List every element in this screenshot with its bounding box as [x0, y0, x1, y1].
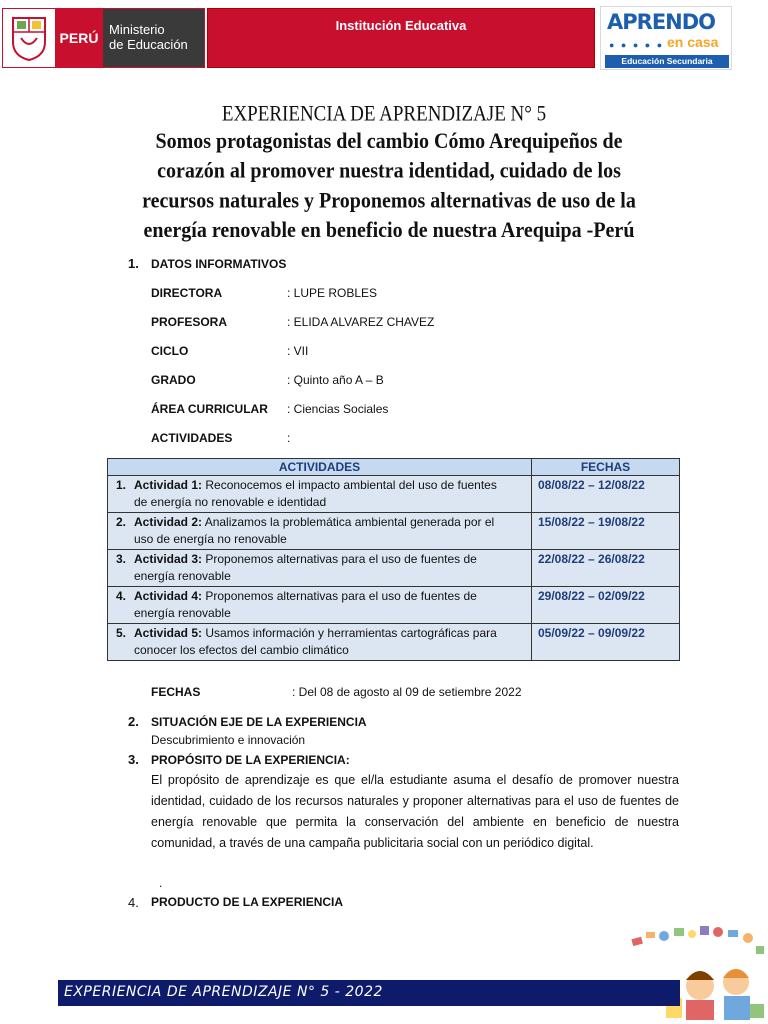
peru-label: PERÚ [55, 9, 103, 67]
activity-desc-2: uso de energía no renovable [134, 532, 287, 546]
activities-table [107, 458, 680, 661]
actividades-value: : [287, 431, 291, 445]
profesora-value: : ELIDA ALVAREZ CHAVEZ [287, 315, 435, 329]
ministerio-label [103, 9, 204, 67]
table-row [108, 550, 680, 587]
activity-cell [108, 476, 532, 513]
aprendo-en-casa-logo [600, 6, 732, 70]
table-row [108, 624, 680, 661]
activity-desc-2: conocer los efectos del cambio climático [134, 643, 349, 657]
grado-value: : Quinto año A – B [287, 373, 384, 387]
aprendo-dots-icon: ● ● ● ● ● [609, 40, 665, 50]
actividades-label: ACTIVIDADES [151, 431, 233, 445]
aprendo-title: APRENDO [607, 10, 716, 34]
activity-desc-2: energía renovable [134, 606, 231, 620]
page-header [0, 0, 768, 78]
experience-title: EXPERIENCIA DE APRENDIZAJE N° 5 [221, 102, 547, 127]
page-footer [58, 980, 680, 1006]
fechas-label: FECHAS [151, 685, 201, 699]
institucion-label: Institución Educativa [335, 18, 467, 33]
proposito-text: El propósito de aprendizaje es que el/la estudiante asuma el desafío de promover nuestra identidad, cuidado de los recursos naturales y proponer alternativas para el uso de fuentes de energía renovable que permita la conservación del ambiente en beneficio de nuestra comunidad, a través de una campaña publicitaria social con un periódico digital. [151, 773, 679, 850]
proposito-heading: PROPÓSITO DE LA EXPERIENCIA: [151, 753, 350, 767]
section-number-4: 4. [128, 895, 139, 910]
table-header-row [108, 459, 680, 476]
header-actividades: ACTIVIDADES [108, 459, 532, 476]
activity-name: Actividad 5: [134, 626, 203, 640]
activity-index: 3. [116, 552, 127, 566]
peru-coat-of-arms-icon [3, 9, 55, 67]
activity-cell [108, 624, 532, 661]
table-row [108, 476, 680, 513]
activity-name: Actividad 1: [134, 478, 203, 492]
activity-desc-2: de energía no renovable e identidad [134, 495, 327, 509]
activity-index: 1. [116, 478, 127, 492]
section-number-3: 3. [128, 752, 139, 767]
ciclo-label: CICLO [151, 344, 189, 358]
minedu-logo [2, 8, 205, 68]
ministerio-line-1: Ministerio [109, 22, 165, 37]
grado-label: GRADO [151, 373, 196, 387]
experience-subtitle: Somos protagonistas del cambio Cómo Arequipeños de corazón al promover nuestra identidad, cuidado de los recursos naturales y Proponemos alternativas de uso de la energía renovable en beneficio de nuestra Arequipa -Perú [142, 129, 636, 243]
section-number-2: 2. [128, 714, 139, 729]
activity-name: Actividad 4: [134, 589, 203, 603]
activity-date: 29/08/22 – 02/09/22 [532, 587, 680, 624]
footer-text: EXPERIENCIA DE APRENDIZAJE N° 5 - 2022 [64, 984, 383, 1000]
ministerio-line-2: de Educación [109, 37, 188, 52]
directora-label: DIRECTORA [151, 286, 223, 300]
header-fechas: FECHAS [532, 459, 680, 476]
profesora-label: PROFESORA [151, 315, 228, 329]
activity-name: Actividad 2: [134, 515, 203, 529]
area-label: ÁREA CURRICULAR [151, 402, 268, 416]
activity-date: 05/09/22 – 09/09/22 [532, 624, 680, 661]
ciclo-value: : VII [287, 344, 309, 358]
activity-name: Actividad 3: [134, 552, 203, 566]
producto-heading: PRODUCTO DE LA EXPERIENCIA [151, 895, 344, 909]
activity-cell [108, 550, 532, 587]
aprendo-level: Educación Secundaria [605, 55, 729, 68]
activity-desc-1: Usamos información y herramientas cartográficas para [202, 626, 497, 640]
situacion-text: Descubrimiento e innovación [151, 733, 306, 747]
activity-index: 4. [116, 589, 127, 603]
aprendo-sub: en casa [667, 34, 719, 50]
area-value: : Ciencias Sociales [287, 402, 389, 416]
activity-date: 22/08/22 – 26/08/22 [532, 550, 680, 587]
activity-desc-1: Proponemos alternativas para el uso de fuentes de [202, 552, 477, 566]
directora-value: : LUPE ROBLES [287, 286, 378, 300]
section-number-1: 1. [128, 256, 139, 271]
activity-cell [108, 513, 532, 550]
activity-index: 2. [116, 515, 127, 529]
proposito-dot: . [159, 876, 163, 890]
activity-date: 15/08/22 – 19/08/22 [532, 513, 680, 550]
table-row [108, 587, 680, 624]
datos-heading: DATOS INFORMATIVOS [151, 257, 287, 271]
institucion-bar [207, 8, 595, 68]
activity-cell [108, 587, 532, 624]
situacion-heading: SITUACIÓN EJE DE LA EXPERIENCIA [151, 715, 367, 729]
activity-desc-2: energía renovable [134, 569, 231, 583]
fechas-value: : Del 08 de agosto al 09 de setiembre 2022 [292, 685, 522, 699]
activity-desc-1: Proponemos alternativas para el uso de fuentes de [202, 589, 477, 603]
activity-desc-1: Reconocemos el impacto ambiental del uso de fuentes [202, 478, 497, 492]
activity-date: 08/08/22 – 12/08/22 [532, 476, 680, 513]
activity-index: 5. [116, 626, 127, 640]
table-row [108, 513, 680, 550]
activity-desc-1: Analizamos la problemática ambiental generada por el [202, 515, 495, 529]
